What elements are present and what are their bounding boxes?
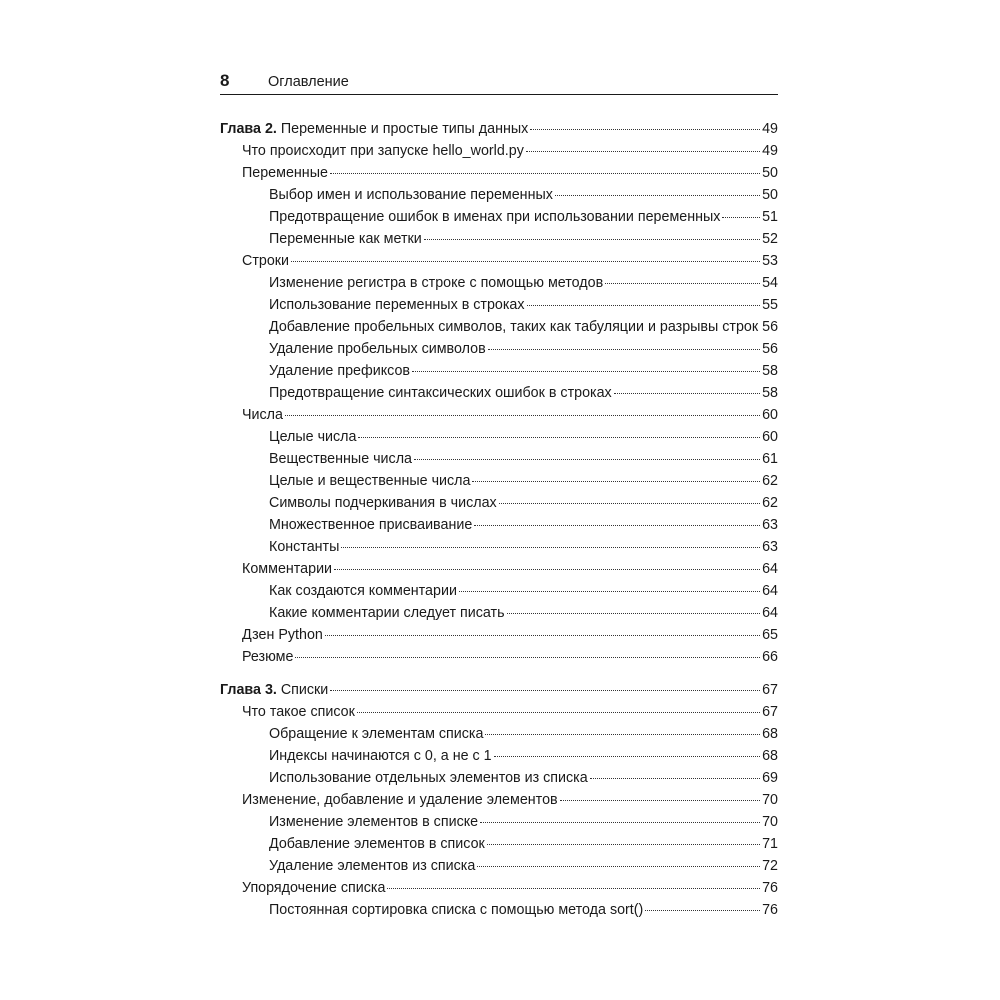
- dot-leader: [555, 194, 760, 196]
- toc-entry: [220, 206, 778, 228]
- toc-entry: [220, 580, 778, 602]
- dot-leader: [485, 733, 760, 735]
- toc-entry-title: Как создаются комментарии: [269, 583, 457, 599]
- dot-leader: [387, 887, 760, 889]
- toc-entry-title: Множественное присваивание: [269, 517, 473, 533]
- toc-page-number: 70: [762, 792, 778, 808]
- toc-page-number: 67: [762, 682, 778, 698]
- dot-leader: [325, 634, 760, 636]
- toc-entry-title: Изменение элементов в списке: [269, 814, 479, 830]
- toc-entry: [220, 701, 778, 723]
- toc-page-number: 72: [762, 858, 778, 874]
- toc-entry-title: Индексы начинаются с 0, а не с 1: [269, 748, 492, 764]
- dot-leader: [341, 546, 760, 548]
- toc-entry-title: Добавление пробельных символов, таких как табуляции и разрывы строк: [269, 319, 759, 335]
- toc-entry: [220, 624, 778, 646]
- dot-leader: [527, 304, 761, 306]
- toc-entry: [220, 745, 778, 767]
- toc-page-number: 64: [762, 583, 778, 599]
- toc-page-number: 68: [762, 748, 778, 764]
- dot-leader: [645, 909, 760, 911]
- dot-leader: [459, 590, 760, 592]
- toc-entry-title: Использование отдельных элементов из списка: [269, 770, 588, 786]
- toc-entry-title: Константы: [269, 539, 340, 555]
- dot-leader: [472, 480, 760, 482]
- dot-leader: [412, 370, 760, 372]
- toc-entry: [220, 767, 778, 789]
- toc-page-number: 58: [762, 385, 778, 401]
- toc-entry-title: Удаление элементов из списка: [269, 858, 476, 874]
- toc-entry: [220, 877, 778, 899]
- dot-leader: [424, 238, 760, 240]
- toc-entry: [220, 492, 778, 514]
- dot-leader: [480, 821, 760, 823]
- toc-page-number: 76: [762, 902, 778, 918]
- toc-entry-title: Переменные как метки: [269, 231, 422, 247]
- chapter-title: Списки: [276, 682, 329, 698]
- toc-entry: [220, 558, 778, 580]
- toc-page-number: 60: [762, 407, 778, 423]
- toc-entry: [220, 899, 778, 921]
- toc-page-number: 64: [762, 561, 778, 577]
- running-header: [220, 70, 778, 95]
- toc-entry-title: Резюме: [242, 649, 294, 665]
- toc-entry-title: Переменные: [242, 165, 328, 181]
- toc-entry: [220, 294, 778, 316]
- dot-leader: [560, 799, 760, 801]
- toc-page-number: 50: [762, 187, 778, 203]
- toc-entry: [220, 514, 778, 536]
- toc-page-number: 68: [762, 726, 778, 742]
- dot-leader: [494, 755, 761, 757]
- toc-entry: [220, 360, 778, 382]
- dot-leader: [477, 865, 760, 867]
- toc-entry-title: Целые числа: [269, 429, 357, 445]
- toc-entry-title: Какие комментарии следует писать: [269, 605, 505, 621]
- toc-entry: [220, 811, 778, 833]
- dot-leader: [414, 458, 760, 460]
- toc-page-number: 70: [762, 814, 778, 830]
- toc-page-number: 55: [762, 297, 778, 313]
- dot-leader: [499, 502, 760, 504]
- page-number: 8: [220, 71, 230, 90]
- toc-entry: [220, 316, 778, 338]
- toc-page-number: 51: [762, 209, 778, 225]
- table-of-contents: [220, 118, 778, 921]
- chapter-spacer: [220, 668, 778, 679]
- toc-entry-title: Строки: [242, 253, 290, 269]
- chapter-title: Переменные и простые типы данных: [276, 121, 529, 137]
- toc-page-number: 63: [762, 539, 778, 555]
- toc-entry: [220, 536, 778, 558]
- running-title: Оглавление: [268, 74, 349, 90]
- toc-page-number: 76: [762, 880, 778, 896]
- toc-entry-title: Упорядочение списка: [242, 880, 386, 896]
- toc-entry: [220, 448, 778, 470]
- toc-entry: [220, 184, 778, 206]
- toc-entry-title: [220, 679, 328, 701]
- toc-entry-title: Использование переменных в строках: [269, 297, 525, 313]
- dot-leader: [526, 150, 760, 152]
- toc-entry: [220, 140, 778, 162]
- toc-entry-title: Что происходит при запуске hello_world.py: [242, 143, 524, 159]
- toc-entry-title: [220, 118, 528, 140]
- toc-page-number: 66: [762, 649, 778, 665]
- dot-leader: [285, 414, 760, 416]
- toc-entry: [220, 426, 778, 448]
- chapter-number: Глава 3.: [220, 682, 277, 698]
- toc-page-number: 60: [762, 429, 778, 445]
- dot-leader: [614, 392, 760, 394]
- toc-entry: [220, 228, 778, 250]
- dot-leader: [330, 172, 760, 174]
- toc-page-number: 71: [762, 836, 778, 852]
- toc-page-number: 50: [762, 165, 778, 181]
- toc-page-number: 56: [762, 319, 779, 335]
- toc-page-number: 64: [762, 605, 778, 621]
- toc-entry: [220, 272, 778, 294]
- toc-entry: [220, 382, 778, 404]
- toc-chapter: [220, 679, 778, 701]
- toc-page-number: 56: [762, 341, 778, 357]
- toc-entry: [220, 855, 778, 877]
- toc-entry-title: Вещественные числа: [269, 451, 412, 467]
- toc-entry: [220, 404, 778, 426]
- toc-page-number: 49: [762, 143, 778, 159]
- dot-leader: [357, 711, 760, 713]
- toc-entry: [220, 723, 778, 745]
- toc-entry: [220, 646, 778, 668]
- dot-leader: [722, 216, 760, 218]
- toc-entry: [220, 789, 778, 811]
- dot-leader: [474, 524, 760, 526]
- dot-leader: [590, 777, 760, 779]
- toc-page-number: 62: [762, 473, 778, 489]
- toc-entry: [220, 250, 778, 272]
- toc-entry-title: Изменение регистра в строке с помощью методов: [269, 275, 604, 291]
- toc-page-number: 52: [762, 231, 778, 247]
- dot-leader: [330, 689, 760, 691]
- dot-leader: [295, 656, 760, 658]
- dot-leader: [487, 843, 760, 845]
- toc-entry-title: Дзен Python: [242, 627, 323, 643]
- dot-leader: [605, 282, 760, 284]
- toc-entry-title: Предотвращение синтаксических ошибок в строках: [269, 385, 612, 401]
- toc-page-number: 58: [762, 363, 778, 379]
- dot-leader: [507, 612, 761, 614]
- toc-page-number: 63: [762, 517, 778, 533]
- toc-entry-title: Постоянная сортировка списка с помощью метода sort(): [269, 902, 644, 918]
- toc-page-number: 53: [762, 253, 778, 269]
- toc-entry-title: Обращение к элементам списка: [269, 726, 484, 742]
- toc-page-number: 62: [762, 495, 778, 511]
- toc-entry: [220, 162, 778, 184]
- toc-page-number: 67: [762, 704, 778, 720]
- toc-entry: [220, 470, 778, 492]
- toc-entry-title: Числа: [242, 407, 283, 423]
- toc-page-number: 61: [762, 451, 778, 467]
- toc-chapter: [220, 118, 778, 140]
- toc-entry-title: Комментарии: [242, 561, 333, 577]
- toc-entry-title: Добавление элементов в список: [269, 836, 485, 852]
- toc-entry-title: Предотвращение ошибок в именах при использовании переменных: [269, 209, 721, 225]
- toc-entry: [220, 833, 778, 855]
- dot-leader: [488, 348, 760, 350]
- toc-entry-title: Удаление пробельных символов: [269, 341, 486, 357]
- toc-page-number: 69: [762, 770, 778, 786]
- toc-entry-title: Что такое список: [242, 704, 355, 720]
- toc-page-number: 49: [762, 121, 778, 137]
- chapter-number: Глава 2.: [220, 121, 277, 137]
- toc-page-number: 54: [762, 275, 778, 291]
- toc-entry-title: Выбор имен и использование переменных: [269, 187, 553, 203]
- dot-leader: [358, 436, 760, 438]
- dot-leader: [291, 260, 760, 262]
- toc-entry-title: Символы подчеркивания в числах: [269, 495, 497, 511]
- toc-page-number: 65: [762, 627, 778, 643]
- toc-entry-title: Удаление префиксов: [269, 363, 411, 379]
- toc-entry: [220, 338, 778, 360]
- dot-leader: [530, 128, 760, 130]
- toc-entry-title: Изменение, добавление и удаление элементов: [242, 792, 558, 808]
- dot-leader: [334, 568, 760, 570]
- toc-entry: [220, 602, 778, 624]
- toc-entry-title: Целые и вещественные числа: [269, 473, 471, 489]
